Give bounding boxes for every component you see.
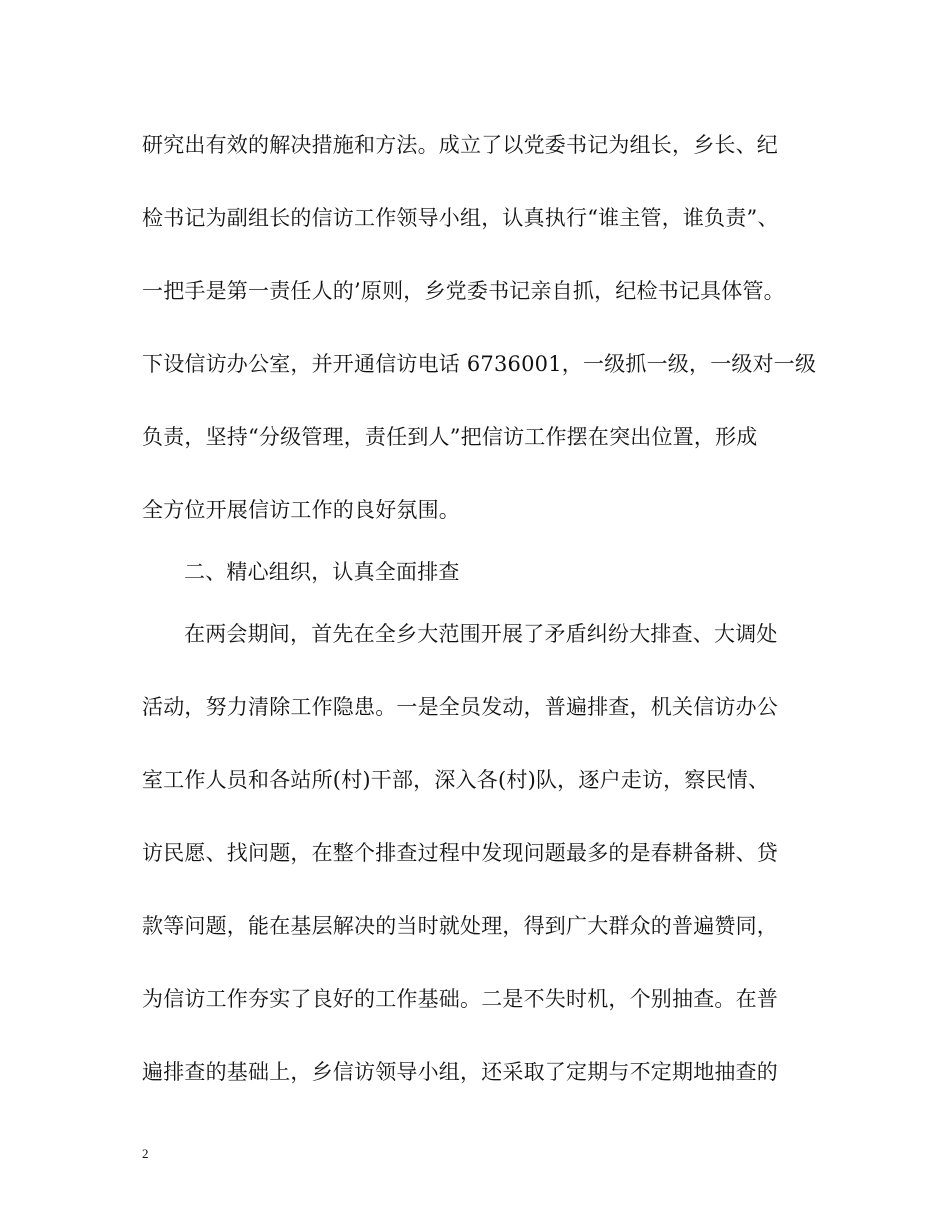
text-line: 一把手是第一责任人的’原则，乡党委书记亲自抓，纪检书记具体管。 [142,279,785,303]
text-line: 访民愿、找问题，在整个排查过程中发现问题最多的是春耕备耕、贷 [142,841,778,865]
text-line: 全方位开展信访工作的良好氛围。 [142,498,460,522]
text-line: 负责，坚持“分级管理，责任到人”把信访工作摆在突出位置，形成 [142,425,758,449]
text-line: 研究出有效的解决措施和方法。成立了以党委书记为组长，乡长、纪 [142,133,778,157]
section-heading: 二、精心组织，认真全面排查 [184,560,460,584]
text-line: 室工作人员和各站所(村)干部，深入各(村)队，逐户走访，察民情、 [142,768,770,792]
text-line: 为信访工作夯实了良好的工作基础。二是不失时机，个别抽查。在普 [142,987,778,1011]
text-line: 活动，努力清除工作隐患。一是全员发动，普遍排查，机关信访办公 [142,695,778,719]
page-number: 2 [142,1146,149,1161]
text-line: 检书记为副组长的信访工作领导小组，认真执行“谁主管，谁负责”、 [142,206,779,230]
text-line: 下设信访办公室，并开通信访电话 6736001，一级抓一级，一级对一级 [142,352,817,376]
text-line: 遍排查的基础上，乡信访领导小组，还采取了定期与不定期地抽查的 [142,1060,778,1084]
text-line: 款等问题，能在基层解决的当时就处理，得到广大群众的普遍赞同， [142,914,778,938]
text-line: 在两会期间，首先在全乡大范围开展了矛盾纠纷大排查、大调处 [184,622,778,646]
